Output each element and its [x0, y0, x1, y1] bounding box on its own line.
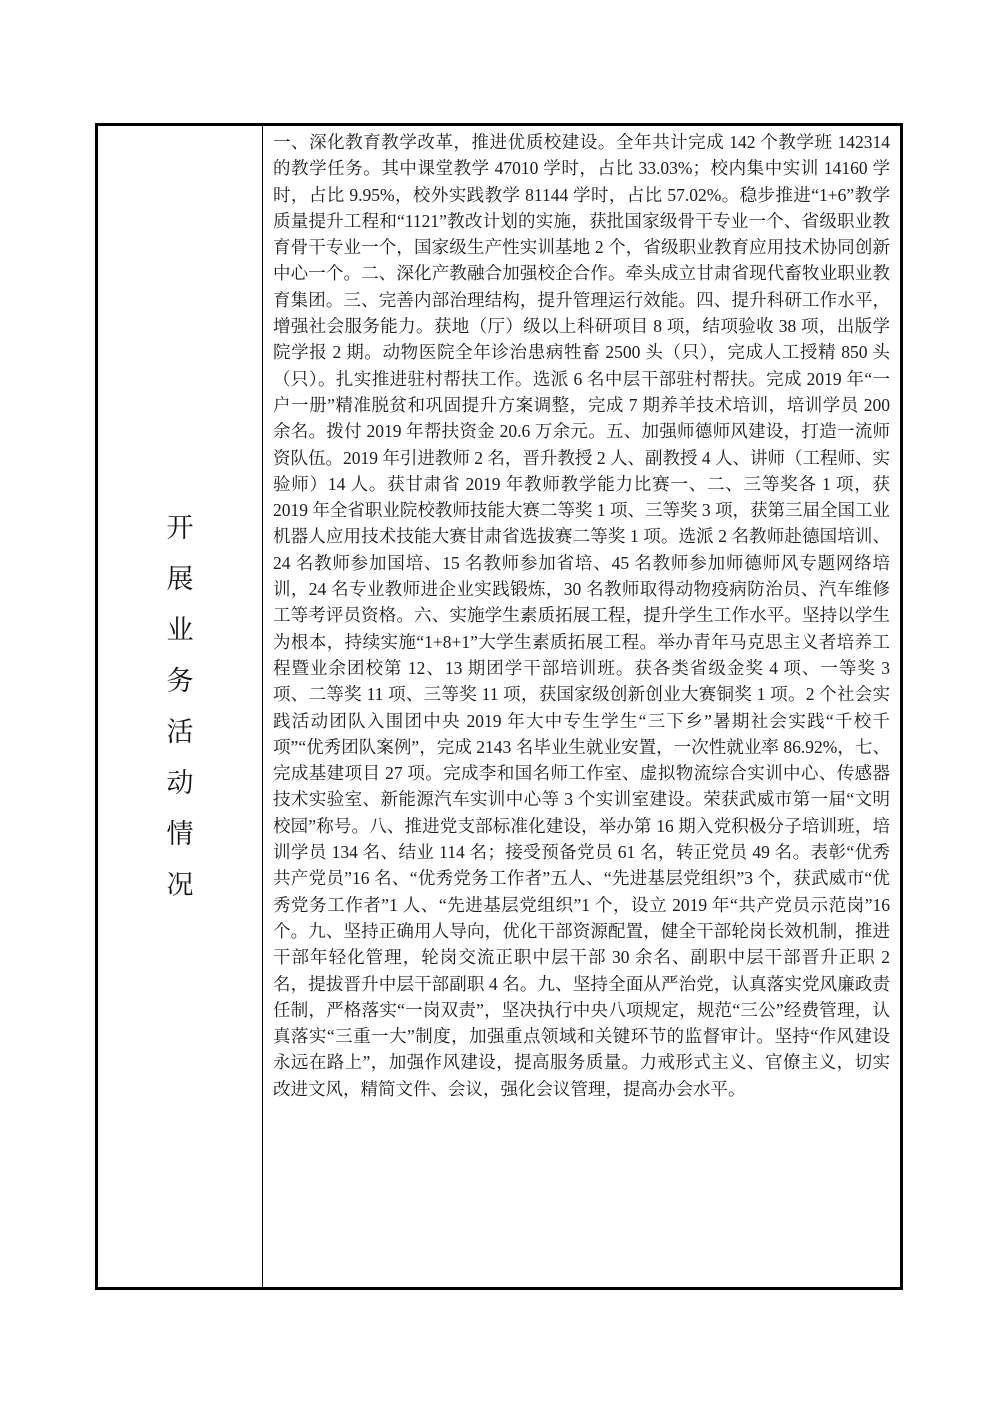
- activity-table: [95, 123, 903, 1290]
- content-cell: [263, 126, 900, 1287]
- row-label: 开展业务活动情况: [166, 512, 194, 900]
- row-label-cell: [98, 126, 263, 1287]
- activity-paragraph: 一、深化教育教学改革，推进优质校建设。全年共计完成 142 个教学班 142314 的教学任务。其中课堂教学 47010 学时，占比 33.03%；校内集中实训 14160 学时，占比 9.95%，校外实践教学 81144 学时，占比 57.02%。稳步推进“1+6”教学质量提升工程和“1121”教改计划的实施，获批国家级骨干专业一个、省级职业教育骨干专业一个，国家级生产性实训基地 2 个，省级职业教育应用技术协同创新中心一个。二、深化产教融合加强校企合作。牵头成立甘肃省现代畜牧业职业教育集团。三、完善内部治理结构，提升管理运行效能。四、提升科研工作水平，增强社会服务能力。获地（厅）级以上科研项目 8 项，结项验收 38 项，出版学院学报 2 期。动物医院全年诊治患病牲畜 2500 头（只），完成人工授精 850 头（只）。扎实推进驻村帮扶工作。选派 6 名中层干部驻村帮扶。完成 2019 年“一户一册”精准脱贫和巩固提升方案调整，完成 7 期养羊技术培训，培训学员 200 余名。拨付 2019 年帮扶资金 20.6 万余元。五、加强师德师风建设，打造一流师资队伍。2019 年引进教师 2 名，晋升教授 2 人、副教授 4 人、讲师（工程师、实验师）14 人。获甘肃省 2019 年教师教学能力比赛一、二、三等奖各 1 项，获 2019 年全省职业院校教师技能大赛二等奖 1 项、三等奖 3 项，获第三届全国工业机器人应用技术技能大赛甘肃省选拔赛二等奖 1 项。选派 2 名教师赴德国培训、24 名教师参加国培、15 名教师参加省培、45 名教师参加师德师风专题网络培训，24 名专业教师进企业实践锻炼，30 名教师取得动物疫病防治员、汽车维修工等考评员资格。六、实施学生素质拓展工程，提升学生工作水平。坚持以学生为根本，持续实施“1+8+1”大学生素质拓展工程。举办青年马克思主义者培养工程暨业余团校第 12、13 期团学干部培训班。获各类省级金奖 4 项、一等奖 3 项、二等奖 11 项、三等奖 11 项，获国家级创新创业大赛铜奖 1 项。2 个社会实践活动团队入围团中央 2019 年大中专生学生“三下乡”暑期社会实践“千校千项”“优秀团队案例”，完成 2143 名毕业生就业安置，一次性就业率 86.92%，七、完成基建项目 27 项。完成李和国名师工作室、虚拟物流综合实训中心、传感器技术实验室、新能源汽车实训中心等 3 个实训室建设。荣获武威市第一届“文明校园”称号。八、推进党支部标准化建设，举办第 16 期入党积极分子培训班，培训学员 134 名、结业 114 名；接受预备党员 61 名，转正党员 49 名。表彰“优秀共产党员”16 名、“优秀党务工作者”五人、“先进基层党组织”3 个，获武威市“优秀党务工作者”1 人、“先进基层党组织”1 个，设立 2019 年“共产党员示范岗”16 个。九、坚持正确用人导向，优化干部资源配置，健全干部轮岗长效机制，推进干部年轻化管理，轮岗交流正职中层干部 30 余名、副职中层干部晋升正职 2 名，提拔晋升中层干部副职 4 名。九、坚持全面从严治党，认真落实党风廉政责任制，严格落实“一岗双责”，坚决执行中央八项规定，规范“三公”经费管理，认真落实“三重一大”制度，加强重点领域和关键环节的监督审计。坚持“作风建设永远在路上”，加强作风建设，提高服务质量。力戒形式主义、官僚主义，切实改进文风，精简文件、会议，强化会议管理，提高办会水平。: [273, 132, 890, 1099]
